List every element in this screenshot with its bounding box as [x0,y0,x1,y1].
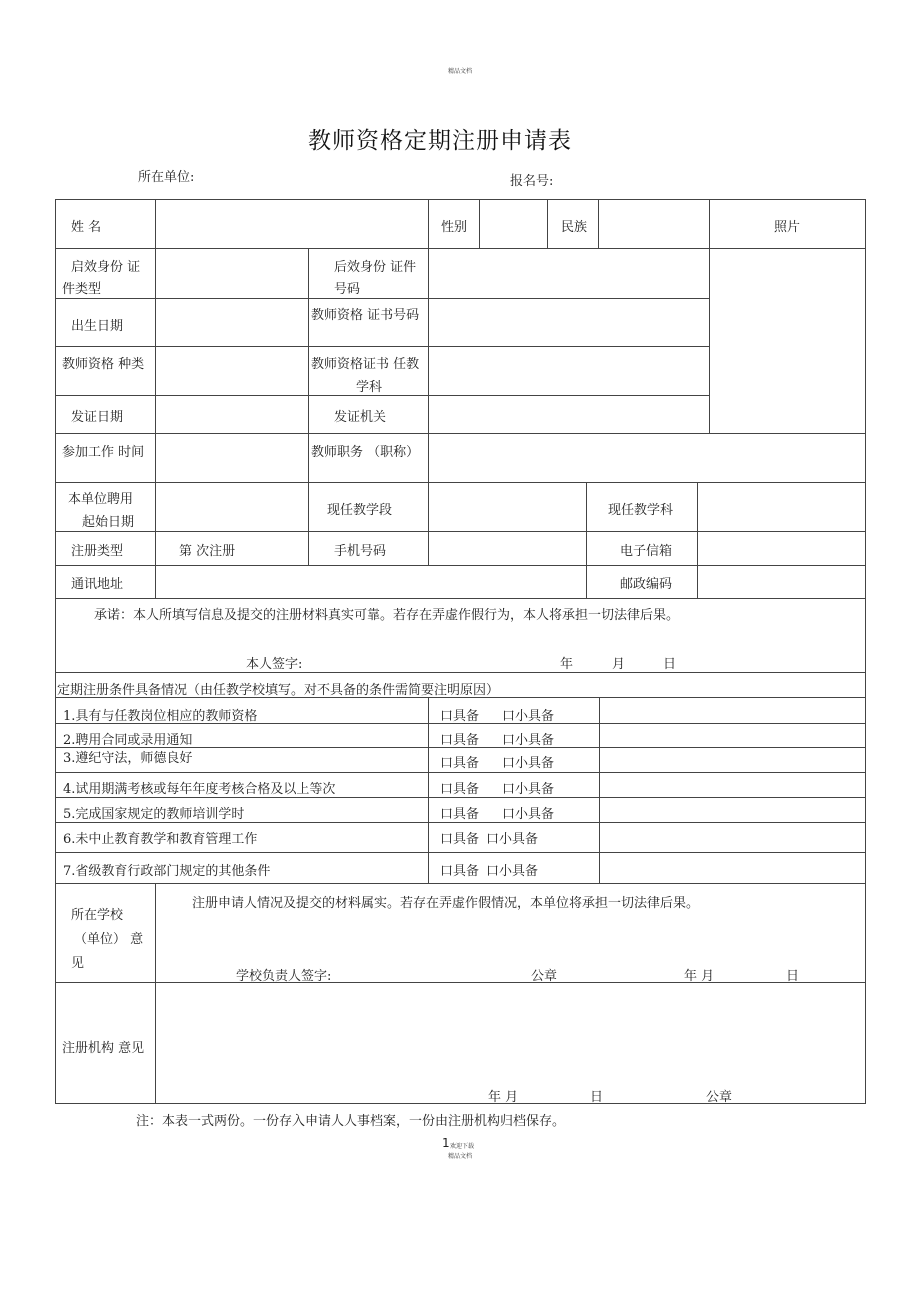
cert-kind-label: 教师资格 种类 [62,357,145,372]
conditions-heading: 定期注册条件具备情况（由任教学校填写。对不具备的条件需简要注明原因） [57,683,500,698]
ethnicity-input[interactable] [600,201,708,247]
hire-date-label-1: 本单位聘用 [68,492,134,507]
cur-subject-label: 现任教学科 [608,503,674,518]
condition-yes-checkbox[interactable]: 口具备 [440,832,480,847]
condition-text: 2.聘用合同或录用通知 [63,733,193,748]
email-label: 电子信箱 [620,544,673,559]
condition-text: 1.具有与任教岗位相应的教师资格 [63,709,258,724]
school-year-month: 年 月 [684,969,715,984]
cert-no-input[interactable] [430,300,708,345]
condition-no-checkbox[interactable]: 口小具备 [502,733,555,748]
condition-text: 7.省级教育行政部门规定的其他条件 [63,864,271,879]
title-rank-input[interactable] [430,435,864,481]
subject-label-2: 学科 [356,380,383,395]
subject-input[interactable] [430,348,708,394]
unit-label: 所在单位: [138,170,195,185]
pledge-sign-input[interactable] [320,648,540,670]
bottom-tag: 精品文档 [448,1153,473,1160]
stage-label: 现任教学段 [327,503,393,518]
cert-no-label: 教师资格 证书号码 [311,308,420,323]
subject-label-1: 教师资格证书 任教 [311,357,420,372]
pledge-text: 承诺：本人所填写信息及提交的注册材料真实可靠。若存在弄虚作假行为，本人将承担一切法律后果。 [94,608,680,623]
pledge-year: 年 [560,657,574,672]
school-sign-label: 学校负责人签字: [236,969,332,984]
postcode-label: 邮政编码 [620,577,673,592]
agency-day: 日 [590,1090,604,1105]
cur-subject-input[interactable] [699,484,864,530]
name-label: 姓 名 [71,220,102,235]
email-input[interactable] [699,533,864,564]
birth-input[interactable] [157,300,307,345]
agency-year-month: 年 月 [488,1090,519,1105]
address-label: 通讯地址 [71,577,124,592]
condition-no-checkbox[interactable]: 口小具备 [502,756,555,771]
condition-no-checkbox[interactable]: 口小具备 [502,782,555,797]
name-input[interactable] [157,201,427,247]
address-input[interactable] [157,567,585,597]
condition-text: 3.遵纪守法，师德良好 [63,751,193,766]
condition-text: 5.完成国家规定的教师培训学时 [63,807,245,822]
condition-no-checkbox[interactable]: 口小具备 [486,832,539,847]
id-no-input[interactable] [430,250,708,297]
ethnicity-label: 民族 [561,220,588,235]
reg-type-label: 注册类型 [71,544,124,559]
mobile-input[interactable] [430,533,585,564]
issuer-label: 发证机关 [334,410,387,425]
gender-input[interactable] [481,201,546,247]
school-label-2: （单位） 意 [74,932,144,947]
hire-date-label-2: 起始日期 [82,515,135,530]
condition-yes-checkbox[interactable]: 口具备 [440,864,480,879]
work-time-input[interactable] [157,435,307,481]
title-rank-label: 教师职务 （职称） [311,445,420,460]
photo-label: 照片 [774,220,801,235]
id-no-label-2: 号码 [334,282,361,297]
school-seal: 公章 [531,969,558,984]
agency-opinion-input[interactable] [157,984,864,1079]
condition-yes-checkbox[interactable]: 口具备 [440,709,480,724]
hire-date-input[interactable] [157,484,307,530]
page-title: 教师资格定期注册申请表 [308,128,572,154]
reg-no-label: 报名号: [510,174,554,189]
work-time-label: 参加工作 时间 [62,445,145,460]
top-tag: 精品文档 [448,68,473,75]
issue-date-label: 发证日期 [71,410,124,425]
school-label-3: 见 [71,956,85,971]
condition-yes-checkbox[interactable]: 口具备 [440,782,480,797]
condition-no-checkbox[interactable]: 口小具备 [486,864,539,879]
condition-text: 4.试用期满考核或每年年度考核合格及以上等次 [63,782,336,797]
condition-no-checkbox[interactable]: 口小具备 [502,709,555,724]
photo-box[interactable] [711,250,864,432]
condition-no-checkbox[interactable]: 口小具备 [502,807,555,822]
page-number: 1 [442,1136,450,1150]
school-day: 日 [786,969,800,984]
id-type-input[interactable] [157,250,307,297]
reg-nth-field[interactable]: 第 次注册 [179,544,236,559]
pledge-day: 日 [663,657,677,672]
birth-label: 出生日期 [71,319,124,334]
id-type-label-1: 启效身份 证 [71,260,141,275]
gender-label: 性别 [441,220,468,235]
agency-seal: 公章 [706,1090,733,1105]
condition-yes-checkbox[interactable]: 口具备 [440,733,480,748]
condition-text: 6.未中止教育教学和教育管理工作 [63,832,258,847]
school-label-1: 所在学校 [71,908,124,923]
footnote: 注：本表一式两份。一份存入申请人人事档案，一份由注册机构归档保存。 [136,1114,566,1129]
pledge-sign-label: 本人签字: [246,657,303,672]
stage-input[interactable] [430,484,585,530]
download-tag: 欢迎下载 [450,1143,475,1150]
pledge-month: 月 [612,657,626,672]
condition-yes-checkbox[interactable]: 口具备 [440,807,480,822]
cert-kind-input[interactable] [157,348,307,394]
school-statement: 注册申请人情况及提交的材料属实。若存在弄虚作假情况，本单位将承担一切法律后果。 [192,896,700,911]
mobile-label: 手机号码 [334,544,387,559]
condition-yes-checkbox[interactable]: 口具备 [440,756,480,771]
issue-date-input[interactable] [157,397,307,432]
agency-label: 注册机构 意见 [62,1041,145,1056]
postcode-input[interactable] [699,567,864,597]
id-no-label-1: 后效身份 证件 [334,260,417,275]
issuer-input[interactable] [430,397,708,432]
id-type-label-2: 件类型 [62,282,102,297]
